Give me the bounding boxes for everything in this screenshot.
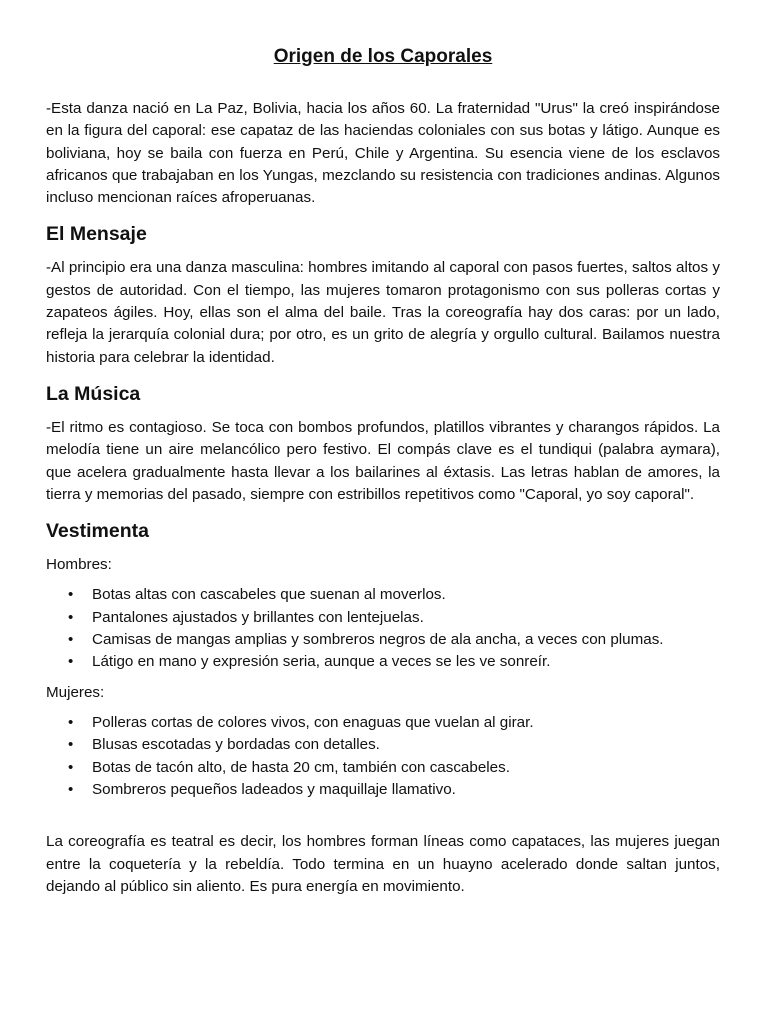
bullet-icon: • (68, 736, 74, 754)
list-item (46, 779, 720, 801)
list-item-text: Látigo en mano y expresión seria, aunque a veces se les ve sonreír. (92, 653, 551, 671)
closing-paragraph: La coreografía es teatral es decir, los hombres forman líneas como capataces, las mujeres juegan entre la coquetería y la rebeldía. Todo termina en un huayno acelerado donde saltan juntos, dejando al público sin aliento. Es pura energía en movimiento. (46, 833, 720, 895)
mensaje-heading: El Mensaje (46, 223, 147, 246)
list-item (46, 651, 720, 673)
list-item-text: Botas altas con cascabeles que suenan al moverlos. (92, 586, 446, 604)
bullet-icon: • (68, 758, 74, 776)
list-item (46, 757, 720, 779)
bullet-icon: • (68, 653, 74, 671)
list-item-text: Polleras cortas de colores vivos, con enaguas que vuelan al girar. (92, 713, 534, 731)
list-item-text: Blusas escotadas y bordadas con detalles. (92, 736, 380, 754)
musica-paragraph: -El ritmo es contagioso. Se toca con bombos profundos, platillos vibrantes y charangos rápidos. La melodía tiene un aire melancólico pero festivo. El compás clave es el tundiqui (palabra aymara), que acelera gradualmente hasta llevar a los bailarines al éxtasis. Las letras hablan de amores, la tierra y memorias del pasado, siempre con estribillos repetitivos como "Caporal, yo soy caporal". (46, 418, 720, 503)
list-item (46, 584, 720, 606)
list-item (46, 712, 720, 734)
list-item (46, 629, 720, 651)
women-list (46, 712, 720, 802)
musica-heading: La Música (46, 382, 141, 405)
list-item (46, 734, 720, 756)
vestimenta-heading: Vestimenta (46, 520, 149, 543)
list-item-text: Sombreros pequeños ladeados y maquillaje llamativo. (92, 781, 456, 798)
document-title: Origen de los Caporales (273, 46, 493, 67)
mensaje-paragraph: -Al principio era una danza masculina: hombres imitando al caporal con pasos fuertes, saltos altos y gestos de autoridad. Con el tiempo, las mujeres tomaron protagonismo con sus polleras cortas y zapateos ágiles. Hoy, ellas son el alma del baile. Tras la coreografía hay dos caras: por un lado, refleja la jerarquía colonial dura; por otro, es un grito de alegría y orgullo cultural. Bailamos nuestra historia para celebrar la identidad. (46, 259, 720, 366)
list-item-text: Pantalones ajustados y brillantes con lentejuelas. (92, 608, 424, 626)
women-label: Mujeres: (46, 683, 105, 701)
document-page (46, 42, 720, 898)
origin-paragraph: -Esta danza nació en La Paz, Bolivia, hacia los años 60. La fraternidad "Urus" la creó inspirándose en la figura del caporal: ese capataz de las haciendas coloniales con sus botas y látigo. Aunque es boliviana, hoy se baila con fuerza en Perú, Chile y Argentina. Su esencia viene de los esclavos africanos que trabajaban en los Yungas, mezclando su resistencia con tradiciones andinas. Algunos incluso mencionan raíces afroperuanas. (46, 100, 720, 207)
men-label: Hombres: (46, 556, 112, 574)
list-item-text: Camisas de mangas amplias y sombreros negros de ala ancha, a veces con plumas. (92, 630, 664, 648)
bullet-icon: • (68, 608, 74, 626)
bullet-icon: • (68, 781, 74, 798)
men-list (46, 584, 720, 674)
list-item-text: Botas de tacón alto, de hasta 20 cm, también con cascabeles. (92, 758, 510, 776)
bullet-icon: • (68, 713, 74, 731)
bullet-icon: • (68, 630, 74, 648)
list-item (46, 607, 720, 629)
bullet-icon: • (68, 586, 74, 604)
